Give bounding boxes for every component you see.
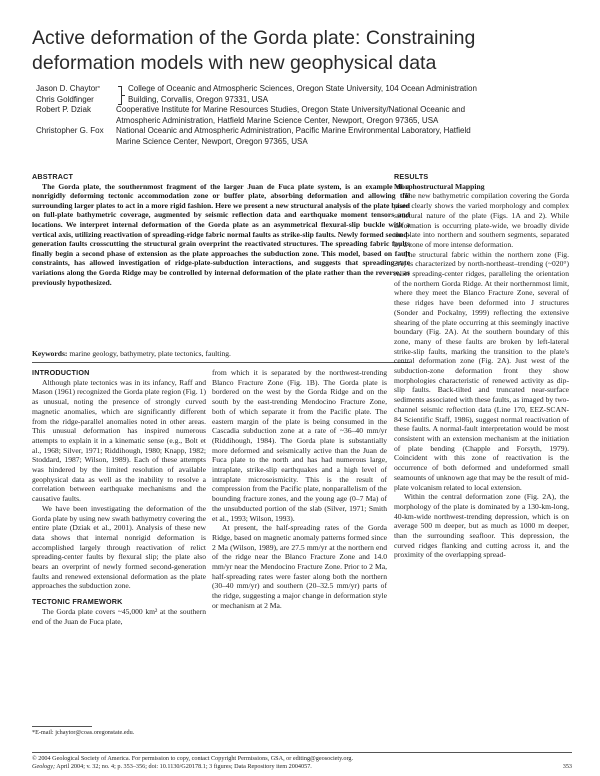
- keywords-text: marine geology, bathymetry, plate tectonics, faulting.: [69, 349, 231, 358]
- abstract-body: The Gorda plate, the southernmost fragment of the larger Juan de Fuca plate system, is an example of a nonrigidly deforming tectonic accommodation zone or buffer plate, absorbing deformation and allowing the surrounding larger plates to act in a more rigid fashion. Here we present a new structural analysis of the plate based on full-plate bathymetric coverage, augmented by seismic reflection data and earthquake moment tensors and locations. We interpret internal deformation of the Gorda plate as an asymmetrical flexural-slip buckle with a vertical axis, utilizing reactivation of spreading-ridge fabric normal faults as strike-slip faults. Newly formed second-generation faults crosscutting the structural grain overprint the reactivated structures. The spreading fabric faults finally begin a second phase of extension as the plate approaches the subduction zone. This model, based on fault constraints, has allowed investigation of ridge-plate-subduction interactions, and suggests that spreading-rate variations along the Gorda Ridge may be controlled by internal deformation of the plate rather than the reverse, as previously hypothesized.: [32, 181, 410, 287]
- author-row-1: [36, 84, 566, 95]
- tectonic-framework-heading: TECTONIC FRAMEWORK: [32, 597, 123, 607]
- affiliation-cimrs-1: Cooperative Institute for Marine Resources Studies, Oregon State University/National Oceanic and: [116, 105, 466, 115]
- copyright-line: © 2004 Geological Society of America. For permission to copy, contact Copyright Permissions, GSA, or editing@geosociety.org.: [32, 755, 354, 762]
- results-heading: RESULTS: [394, 172, 429, 181]
- middle-column: [212, 368, 387, 611]
- author-name-fox: Christopher G. Fox: [36, 126, 104, 136]
- introduction-paragraph-1: Although plate tectonics was in its infancy, Raff and Mason (1961) recognized the Gorda plate region (Fig. 1) as unusual, noting the presence of strongly curved magnetic anomalies, which are significantly different from the ridge-parallel anomalies noted in other areas. This unusual deformation has inspired numerous attempts to explain it in a kinematic sense (e.g., Bolt et al., 1968; Silver, 1971; Riddihough, 1980; Knapp, 1982; Stoddard, 1987; Wilson, 1989). Each of these attempts was hindered by the limited resolution of available geophysical data as well as the inability to resolve a correlation between earthquake mechanisms and the causative faults.: [32, 377, 206, 504]
- results-paragraph-3: Within the central deformation zone (Fig. 2A), the morphology of the plate is dominated by a 130-km-long, 40-km-wide northwest-trending depression, which is on average 500 m deeper, but as much as 1000 m deeper, than the surrounding seafloor. This depression, the curved ridges flanking and cutting across it, and the proximity of the overlapping spread-: [394, 492, 569, 560]
- introduction-heading: INTRODUCTION: [32, 368, 90, 377]
- abstract-heading: ABSTRACT: [32, 172, 74, 181]
- affiliation-oregon-state-2: Building, Corvallis, Oregon 97331, USA: [128, 94, 269, 104]
- author-block: [36, 84, 566, 148]
- author-name-chaytor: Jason D. Chaytor: [36, 84, 98, 93]
- results-paragraph-1: The new bathymetric compilation covering the Gorda plate clearly shows the varied morphology and complex structural nature of the plate (Figs. 1A and 2). While deformation is occurring plate-wide, we broadly divide the plate into northern and southern segments, separated by a zone of more intense deformation.: [394, 191, 569, 249]
- citation-details: April 2004; v. 32; no. 4; p. 353–356; doi: 10.1130/G20178.1; 3 figures; Data Repository item 2004057.: [55, 763, 312, 770]
- keywords-label: Keywords:: [32, 349, 68, 358]
- keywords-line: [32, 349, 410, 359]
- tectonic-framework-paragraph-1: The Gorda plate covers ~45,000 km² at the southern end of the Juan de Fuca plate,: [32, 606, 206, 626]
- affiliation-noaa-1: National Oceanic and Atmospheric Administration, Pacific Marine Environmental Laboratory, Hatfield: [116, 126, 471, 136]
- author-row-6: [36, 137, 566, 148]
- affiliation-noaa-2: Marine Science Center, Newport, Oregon 97365, USA: [116, 136, 308, 146]
- footer-divider: [32, 752, 572, 753]
- footnote-marker: *: [97, 86, 100, 92]
- journal-name: Geology;: [32, 763, 56, 770]
- author-name-dziak: Robert P. Dziak: [36, 105, 91, 115]
- author-name-goldfinger: Chris Goldfinger: [36, 94, 94, 104]
- right-column: [394, 172, 569, 560]
- author-row-2: [36, 95, 566, 106]
- tectonic-framework-paragraph-2: At present, the half-spreading rates of the Gorda Ridge, based on magnetic anomaly patterns formed since 2 Ma (Wilson, 1989), are 27.5 mm/yr at the northern end of the ridge near the Blanco Fracture Zone and 14.0 mm/yr near the Mendocino Fracture Zone. Prior to 2 Ma, half-spreading rates were faster along both the northern (30–40 mm/yr) and southern (20–32.5 mm/yr) parts of the ridge, suggesting a major change in deformation style or mechanism at 2 Ma.: [212, 523, 387, 610]
- footnote-divider: [32, 726, 92, 727]
- morphostructural-mapping-subheading: Morphostructural Mapping: [394, 181, 485, 191]
- author-row-4: [36, 116, 566, 127]
- keywords-divider: [32, 362, 410, 363]
- author-row-5: [36, 126, 566, 137]
- abstract-section: [32, 172, 410, 287]
- citation-line: [32, 763, 572, 771]
- page-number: 353: [562, 763, 572, 770]
- left-column: [32, 368, 206, 626]
- introduction-paragraph-2: We have been investigating the deformation of the Gorda plate by using new swath bathymetry covering the entire plate (Dziak et al., 2001). Analysis of these new data shows that internal nonrigid deformation is accomplished largely through reactivation of relict spreading-center faults by flexural slip; the plate also bears an overprint of newly formed second-generation faults and renewed extensional deformation as the plate approaches the subduction zone.: [32, 503, 206, 591]
- author-row-3: [36, 105, 566, 116]
- affiliation-oregon-state-1: College of Oceanic and Atmospheric Sciences, Oregon State University, 104 Ocean Administration: [128, 84, 477, 93]
- results-paragraph-2: The structural fabric within the northern zone (Fig. 2A) is characterized by north-northeast–trending (~020°) relict spreading-center ridges, paralleling the orientation of the northern Gorda Ridge. At their northernmost limit, where they meet the Blanco Fracture Zone, several of these ridges have been deformed into J structures (Sonder and Pockalny, 1999) reflecting the extensive shearing of the plate occurring at this seemingly inactive boundary (Fig. 2A). At the southern boundary of this zone, many of these faults are broken by left-lateral strike-slip faults, marking the transition to the plate's central deformation zone (Fig. 2A). Just west of the subduction-zone deformation front they show morphologies characteristic of renewed activity as dip-slip faults. Back-tilted and truncated near-surface sediments associated with these faults, as imaged by two-channel seismic reflection data (Line 170, EEZ-SCAN-84 Scientific Staff, 1986), suggest normal reactivation of these faults. A normal-fault interpretation would be most consistent with an extension mechanism at the initiation of plate bending (Chapple and Forsyth, 1979). Coincident with this zone of reactivation is the occurrence of both deformed and undeformed small seamounts of unknown age that may be the result of mid-plate volcanism related to local extension.: [394, 249, 569, 492]
- affiliation-brace: [118, 86, 122, 105]
- tectonic-framework-paragraph-1-cont: from which it is separated by the northwest-trending Blanco Fracture Zone (Fig. 1B). The Gorda plate is bordered on the west by the Gorda Ridge and on the south by the east-trending Mendocino Fracture Zone, both of which separate it from the Pacific plate. The eastern margin of the plate is being consumed in the Cascadia subduction zone at a rate of ~36–40 mm/yr (Riddihough, 1984). The Gorda plate is substantially more deformed and seismically active than the Juan de Fuca plate to the north and has had numerous large, intraplate, strike-slip earthquakes and a high level of intraplate microseismicity. This is the result of compression from the Pacific plate, nonparallelism of the bounding fracture zones, and the young age (0–7 Ma) of the unsubducted portion of the slab (Silver, 1971; Smith et al., 1993; Wilson, 1993).: [212, 368, 387, 523]
- paper-title: Active deformation of the Gorda plate: Constraining deformation models with new geophysical data: [32, 27, 476, 74]
- page-footer: [32, 755, 572, 771]
- footnote-email: *E-mail: jchaytor@coas.oregonstate.edu.: [32, 729, 135, 736]
- affiliation-cimrs-2: Atmospheric Administration, Hatfield Marine Science Center, Newport, Oregon 97365, USA: [116, 115, 439, 125]
